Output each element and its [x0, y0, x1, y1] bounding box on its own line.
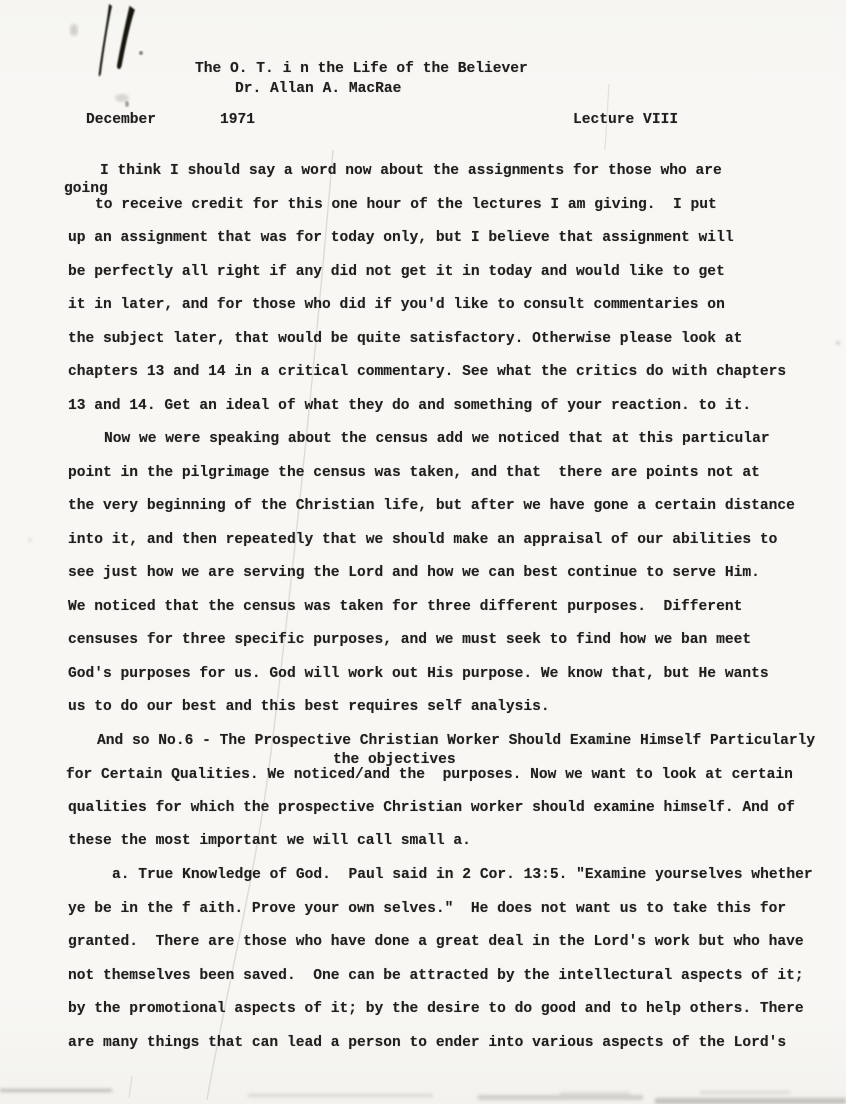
- text-line: God's purposes for us. God will work out His purpose. We know that, but He wants: [68, 666, 769, 682]
- text-line: into it, and then repeatedly that we should make an appraisal of our abilities to: [68, 532, 778, 548]
- text-line: the subject later, that would be quite satisfactory. Otherwise please look at: [68, 331, 743, 347]
- document-author: Dr. Allan A. MacRae: [235, 81, 402, 97]
- text-line: by the promotional aspects of it; by the desire to do good and to help others. There: [68, 1001, 804, 1017]
- text-line: Now we were speaking about the census add we noticed that at this particular: [104, 431, 770, 447]
- text-line: point in the pilgrimage the census was taken, and that there are points not at: [68, 465, 760, 481]
- text-line: I think I should say a word now about the assignments for those who are: [100, 163, 722, 179]
- scan-smudges: [0, 342, 846, 1104]
- date-month: December: [86, 112, 157, 128]
- text-line: censuses for three specific purposes, and we must seek to find how we ban meet: [68, 632, 752, 648]
- text-line: the very beginning of the Christian life, but after we have gone a certain distance: [68, 498, 795, 514]
- text-line: up an assignment that was for today only, but I believe that assignment will: [68, 230, 734, 246]
- date-year: 1971: [220, 112, 256, 128]
- text-line: us to do our best and this best requires self analysis.: [68, 699, 550, 715]
- text-line: chapters 13 and 14 in a critical commentary. See what the critics do with chapters: [68, 364, 787, 380]
- document-title: The O. T. i n the Life of the Believer: [195, 61, 528, 77]
- text-line: be perfectly all right if any did not get it in today and would like to get: [68, 264, 725, 280]
- text-line: a. True Knowledge of God. Paul said in 2 Cor. 13:5. "Examine yourselves whether: [112, 867, 813, 883]
- text-line: 13 and 14. Get an ideal of what they do and something of your reaction. to it.: [68, 398, 752, 414]
- text-line: it in later, and for those who did if you'd like to consult commentaries on: [68, 297, 725, 313]
- text-line: the objectives: [333, 752, 456, 768]
- lecture-number: Lecture VIII: [573, 112, 679, 128]
- text-line: not themselves been saved. One can be attracted by the intellectural aspects of it;: [68, 968, 804, 984]
- text-line: to receive credit for this one hour of the lectures I am giving. I put: [95, 197, 717, 213]
- text-line: We noticed that the census was taken for three different purposes. Different: [68, 599, 743, 615]
- text-line: granted. There are those who have done a great deal in the Lord's work but who have: [68, 934, 804, 950]
- text-line: qualities for which the prospective Christian worker should examine himself. And of: [68, 800, 795, 816]
- text-line: going: [64, 181, 108, 197]
- text-line: are many things that can lead a person to ender into various aspects of the Lord's: [68, 1035, 787, 1051]
- text-line: And so No.6 - The Prospective Christian Worker Should Examine Himself Particularly: [97, 733, 816, 749]
- pen-mark-icon: [70, 4, 143, 107]
- text-line: for Certain Qualities. We noticed/and the purposes. Now we want to look at certain: [66, 767, 793, 783]
- text-line: see just how we are serving the Lord and how we can best continue to serve Him.: [68, 565, 760, 581]
- text-line: these the most important we will call small a.: [68, 833, 471, 849]
- text-line: ye be in the f aith. Prove your own selves." He does not want us to take this for: [68, 901, 787, 917]
